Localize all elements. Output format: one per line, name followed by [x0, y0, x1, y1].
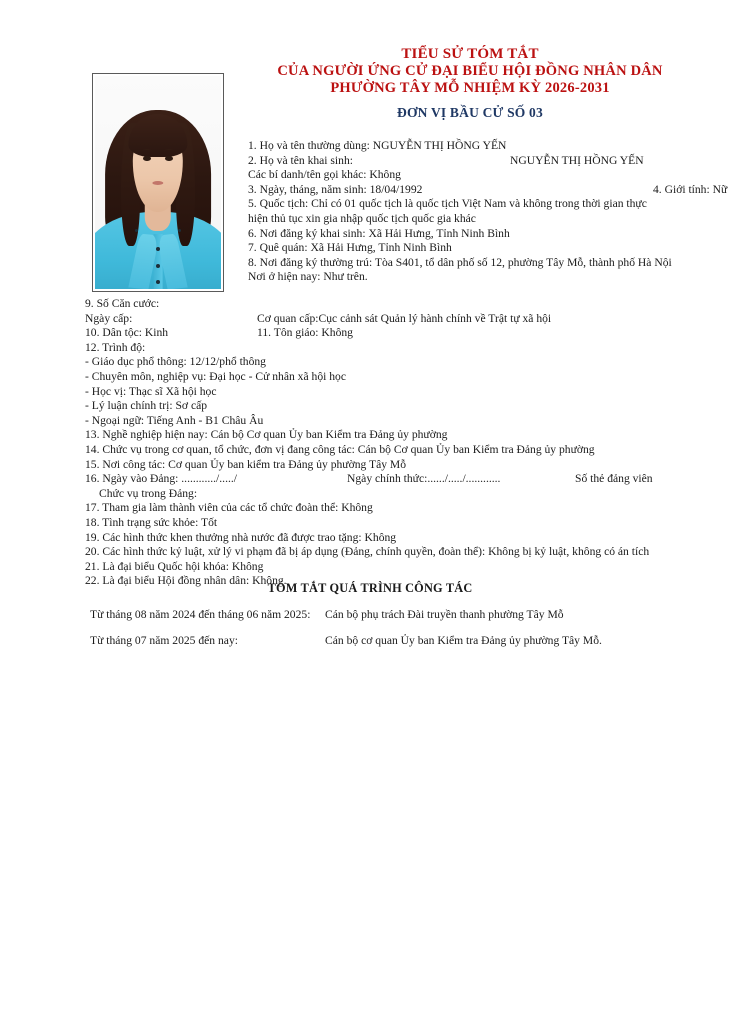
field-position-in-organization: 14. Chức vụ trong cơ quan, tổ chức, đơn vị đang công tác: Cán bộ Cơ quan Ủy ban Kiểm tra Đảng ủy phường	[85, 442, 595, 456]
field-state-awards: 19. Các hình thức khen thưởng nhà nước đã được trao tặng: Không	[85, 530, 397, 544]
field-id-issue-date-label: Ngày cấp:	[85, 311, 133, 325]
field-party-card-number: Số thẻ đảng viên	[575, 472, 653, 486]
field-foreign-language: - Ngoại ngữ: Tiếng Anh - B1 Châu Âu	[85, 413, 264, 427]
field-birth-name-value: NGUYỄN THỊ HỒNG YẾN	[510, 153, 644, 167]
photo-shirt-button-collar-right	[178, 229, 181, 232]
work-history-period: Từ tháng 08 năm 2024 đến tháng 06 năm 2025:	[90, 608, 311, 621]
field-education-heading: 12. Trình độ:	[85, 340, 146, 354]
photo-shirt-button-1	[156, 247, 160, 251]
field-id-number: 9. Số Căn cước:	[85, 297, 160, 310]
field-hometown: 7. Quê quán: Xã Hải Hưng, Tỉnh Ninh Bình	[248, 241, 452, 255]
field-education-major: - Chuyên môn, nghiệp vụ: Đại học - Cử nhân xã hội học	[85, 369, 346, 383]
field-party-official-date: Ngày chính thức:....../...../............	[347, 472, 501, 486]
field-id-issue-authority: Cơ quan cấp:Cục cảnh sát Quản lý hành chính về Trật tự xã hội	[257, 311, 552, 325]
field-education-general: - Giáo dục phổ thông: 12/12/phổ thông	[85, 355, 266, 369]
field-political-theory: - Lý luận chính trị: Sơ cấp	[85, 399, 208, 413]
field-date-of-birth: 3. Ngày, tháng, năm sinh: 18/04/1992	[248, 182, 423, 196]
field-gender: 4. Giới tính: Nữ	[653, 182, 728, 196]
photo-eyebrow-left	[142, 149, 152, 153]
field-people-council-deputy: 22. Là đại biểu Hội đồng nhân dân: Không.	[85, 574, 287, 588]
field-workplace: 15. Nơi công tác: Cơ quan Ủy ban kiểm tra Đảng ủy phường Tây Mỗ	[85, 457, 407, 471]
field-birth-registration-place: 6. Nơi đăng ký khai sinh: Xã Hải Hưng, Tỉnh Ninh Bình	[248, 226, 510, 240]
field-national-assembly-deputy: 21. Là đại biểu Quốc hội khóa: Không	[85, 559, 264, 573]
work-history-role: Cán bộ phụ trách Đài truyền thanh phường Tây Mỗ	[325, 608, 564, 621]
field-permanent-residence: 8. Nơi đăng ký thường trú: Tòa S401, tổ dân phố số 12, phường Tây Mỗ, thành phố Hà Nội	[248, 255, 672, 269]
field-nationality-line1: 5. Quốc tịch: Chỉ có 01 quốc tịch là quốc tịch Việt Nam và không trong thời gian thực	[248, 197, 647, 211]
heading-line-3: PHƯỜNG TÂY MỖ NHIỆM KỲ 2026-2031	[330, 80, 610, 96]
election-unit-label: ĐƠN VỊ BẦU CỬ SỐ 03	[397, 105, 543, 120]
heading-line-2: CỦA NGƯỜI ỨNG CỬ ĐẠI BIỂU HỘI ĐỒNG NHÂN DÂN	[277, 63, 663, 79]
work-history-row	[90, 608, 710, 634]
field-disciplinary-actions: 20. Các hình thức kỷ luật, xử lý vi phạm đã bị áp dụng (Đảng, chính quyền, đoàn thể): Không bị kỷ luật, không có án tích	[85, 545, 650, 559]
work-history-row	[90, 634, 710, 660]
photo-shirt-button-2	[156, 264, 160, 268]
field-current-occupation: 13. Nghề nghiệp hiện nay: Cán bộ Cơ quan Ủy ban Kiểm tra Đảng ủy phường	[85, 428, 448, 442]
field-mass-organizations: 17. Tham gia làm thành viên của các tổ chức đoàn thể: Không	[85, 501, 373, 515]
work-history-heading: TÓM TẮT QUÁ TRÌNH CÔNG TÁC	[267, 581, 473, 595]
field-ethnicity-religion	[85, 326, 710, 341]
photo-shirt-button-3	[156, 280, 160, 284]
field-birth-name-label: 2. Họ và tên khai sinh:	[248, 153, 353, 167]
field-current-residence: Nơi ở hiện nay: Như trên.	[248, 270, 368, 284]
photo-eyebrow-right	[164, 149, 174, 153]
field-alias: Các bí danh/tên gọi khác: Không	[248, 168, 401, 182]
photo-inner	[95, 76, 221, 289]
field-party-join-date	[85, 472, 710, 487]
field-education-degree: - Học vị: Thạc sĩ Xã hội học	[85, 384, 217, 398]
field-party-position: Chức vụ trong Đảng:	[99, 486, 198, 500]
document-heading	[230, 46, 710, 121]
photo-shirt-button-collar-left	[135, 229, 138, 232]
field-dob-gender	[248, 182, 728, 198]
work-history-role: Cán bộ cơ quan Ủy ban Kiểm tra Đảng ủy phường Tây Mỗ.	[325, 634, 602, 647]
candidate-photo	[92, 73, 224, 292]
heading-line-1: TIỂU SỬ TÓM TẮT	[401, 46, 539, 62]
personal-info-lower	[85, 297, 710, 589]
field-party-join-date-value: 16. Ngày vào Đảng: ............/...../	[85, 472, 237, 486]
field-nationality-line2: hiện thủ tục xin gia nhập quốc tịch quốc gia khác	[248, 211, 476, 225]
personal-info-upper	[248, 139, 728, 285]
field-birth-name	[248, 154, 698, 169]
work-history-period: Từ tháng 07 năm 2025 đến nay:	[90, 634, 238, 647]
field-id-issue	[85, 312, 710, 327]
field-health-status: 18. Tình trạng sức khỏe: Tốt	[85, 515, 218, 529]
field-religion: 11. Tôn giáo: Không	[257, 326, 353, 340]
field-ethnicity: 10. Dân tộc: Kinh	[85, 326, 169, 340]
field-common-name: 1. Họ và tên thường dùng: NGUYỄN THỊ HỒNG YẾN	[248, 139, 507, 152]
work-history-list	[90, 608, 710, 660]
